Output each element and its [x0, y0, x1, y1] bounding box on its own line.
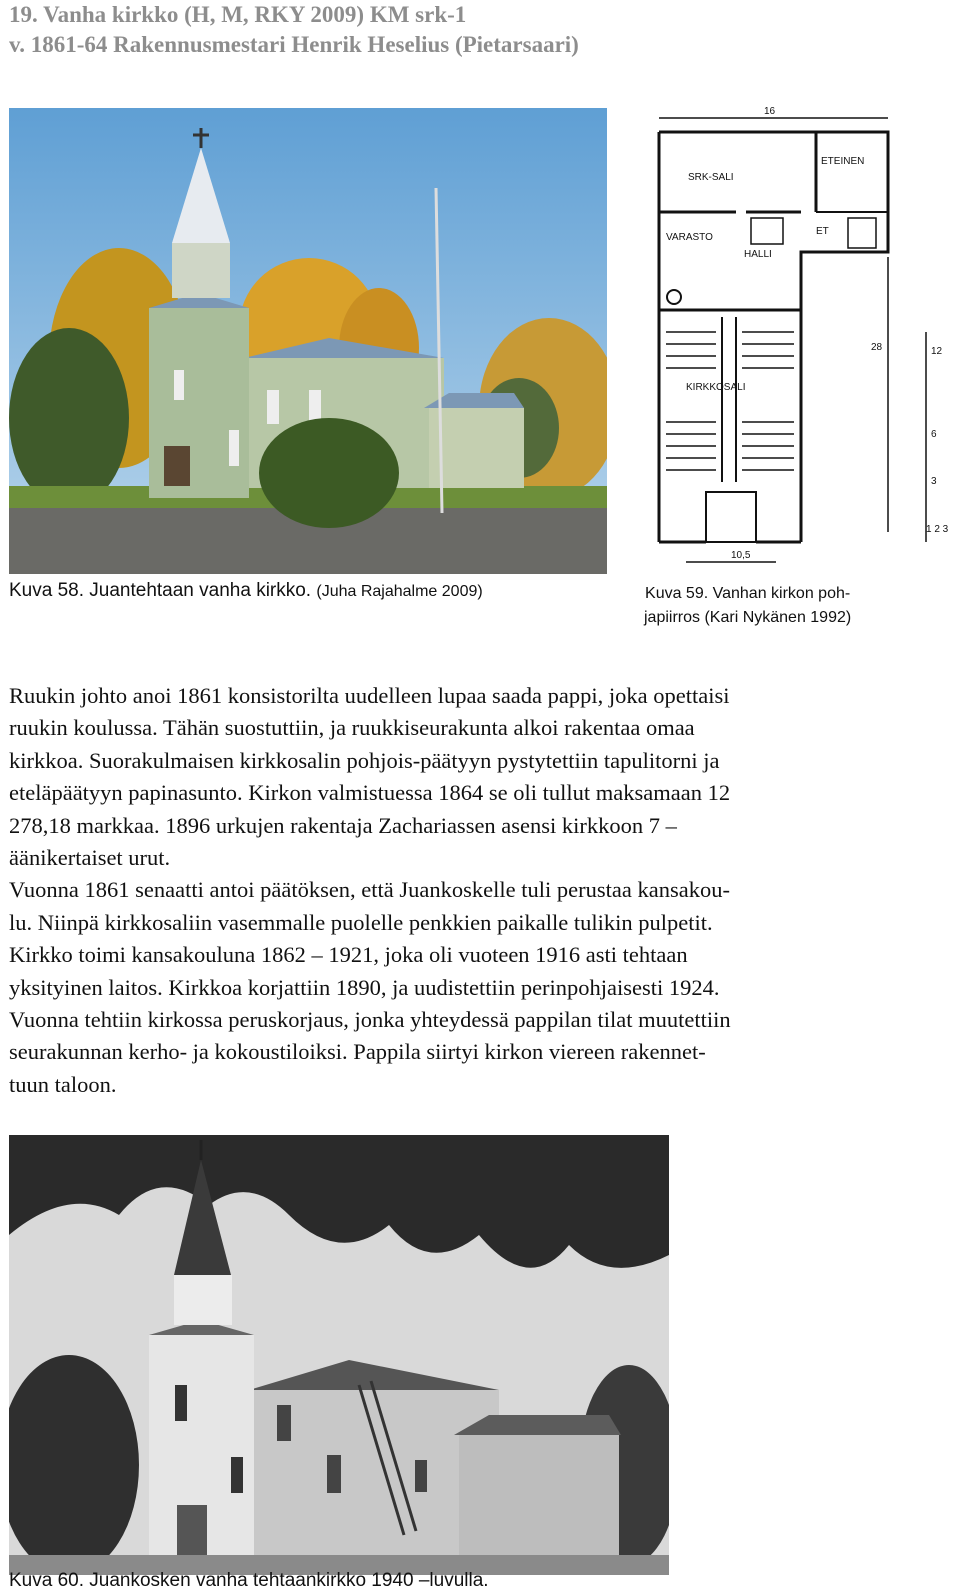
plan-label-et: ET [816, 226, 829, 237]
plan-label-top-dim: 16 [764, 106, 776, 117]
body-line-6: äänikertaiset urut. [9, 845, 171, 871]
body-line-1: Ruukin johto anoi 1861 konsistorilta uudelleen lupaa saada pappi, joka opettaisi [9, 683, 730, 708]
plan-label-varasto: VARASTO [666, 232, 713, 243]
plan-label-bottom-dim: 10,5 [731, 550, 751, 561]
body-line-12: seurakunnan kerho- ja kokoustiloiksi. Pappila siirtyi kirkon viereen rakennet- [9, 1039, 706, 1065]
plan-label-srk-sali: SRK-SALI [688, 172, 734, 183]
figure-60-caption [9, 1570, 489, 1592]
church-historic-photo [9, 1135, 669, 1575]
plan-label-right-dim-3: 3 [931, 476, 937, 487]
body-line-4: eteläpäätyyn papinasunto. Kirkon valmistuessa 1864 se oli tullut maksamaan 12 [9, 780, 731, 806]
body-line-11: Vuonna tehtiin kirkossa peruskorjaus, jonka yhteydessä pappilan tilat muutettiin [9, 1007, 731, 1033]
heading-line-1: 19. Vanha kirkko (H, M, RKY 2009) KM srk-1 [9, 2, 467, 27]
page-heading [9, 0, 939, 60]
figure-59-caption-line-2: japiirros (Kari Nykänen 1992) [644, 609, 852, 626]
figure-59-caption [644, 582, 851, 630]
body-line-2: ruukin koulussa. Tähän suostuttiin, ja ruukkiseurakunta alkoi rakentaa omaa [9, 715, 695, 741]
body-line-3: kirkkoa. Suorakulmaisen kirkkosalin pohjois-päätyyn pystytettiin tapulitorni ja [9, 747, 720, 773]
plan-label-right-dim-4: 1 2 3 [926, 524, 949, 535]
plan-label-halli: HALLI [744, 249, 772, 260]
plan-label-right-dim-2: 6 [931, 429, 937, 440]
body-line-7: Vuonna 1861 senaatti antoi päätöksen, että Juankoskelle tuli perustaa kansakou- [9, 877, 730, 903]
plan-label-side-dim: 28 [871, 342, 883, 353]
floor-plan-drawing [626, 92, 960, 574]
figure-58-caption-main: Kuva 58. Juantehtaan vanha kirkko. [9, 580, 312, 601]
heading-line-2: v. 1861-64 Rakennusmestari Henrik Heselius (Pietarsaari) [9, 32, 579, 57]
body-line-8: lu. Niinpä kirkkosaliin vasemmalle puolelle penkkien paikalle tulikin pulpetit. [9, 909, 713, 935]
plan-label-right-dim-1: 12 [931, 346, 943, 357]
plan-label-eteinen: ETEINEN [821, 156, 865, 167]
church-color-photo [9, 108, 607, 574]
body-line-10: yksityinen laitos. Kirkkoa korjattiin 1890, ja uudistettiin perinpohjaisesti 1924. [9, 974, 720, 1000]
body-line-5: 278,18 markkaa. 1896 urkujen rakentaja Zachariassen asensi kirkkoon 7 – [9, 812, 677, 838]
body-text [9, 680, 939, 1101]
body-line-9: Kirkko toimi kansakouluna 1862 – 1921, joka oli vuoteen 1916 asti tehtaan [9, 942, 688, 968]
body-line-13: tuun taloon. [9, 1071, 117, 1097]
figure-60-caption-main: Kuva 60. Juankosken vanha tehtaankirkko 1940 –luvulla. [9, 1570, 489, 1591]
plan-label-kirkkosali: KIRKKOSALI [686, 382, 746, 393]
figure-59-caption-line-1: Kuva 59. Vanhan kirkon poh- [645, 585, 851, 602]
figure-58-caption [9, 580, 483, 603]
figure-58-caption-credit: (Juha Rajahalme 2009) [316, 583, 483, 600]
